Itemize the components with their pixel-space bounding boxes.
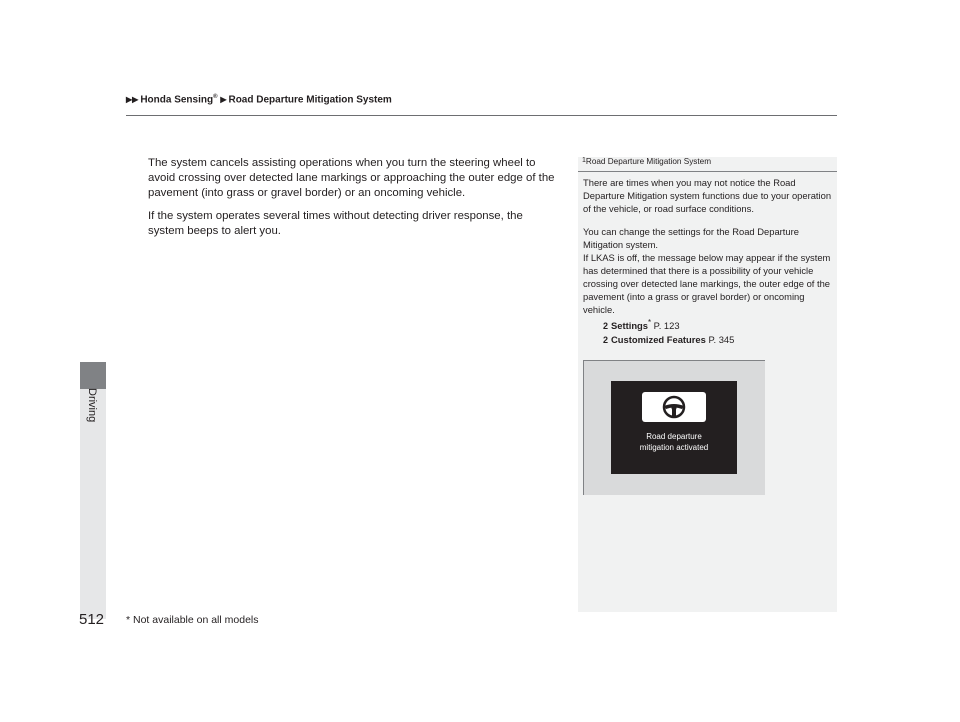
alert-bubble — [642, 392, 706, 422]
breadcrumb-item[interactable]: Road Departure Mitigation System — [228, 94, 392, 106]
sidebar-heading — [578, 157, 837, 172]
main-paragraph: The system cancels assisting operations when you turn the steering wheel to avoid crossing over detected lane markings or approaching the outer edge of the pavement (into grass or gravel border) or an oncoming vehicle. — [148, 157, 555, 199]
xref-label: Customized Features — [611, 334, 706, 346]
xref-label: Settings — [611, 320, 648, 332]
breadcrumb — [126, 94, 392, 105]
xref-page: P. 123 — [653, 320, 680, 332]
chapter-label: Driving — [86, 388, 98, 423]
footnote: * Not available on all models — [126, 614, 259, 626]
xref-customized-features[interactable] — [583, 333, 833, 347]
sidebar-title: Road Departure Mitigation System — [585, 157, 712, 166]
page-number: 512 — [79, 611, 105, 628]
sidebar-paragraph: You can change the settings for the Road Departure Mitigation system. — [583, 226, 799, 250]
xref-settings[interactable] — [583, 316, 833, 333]
xref-arrow-icon: 2 — [603, 335, 609, 346]
breadcrumb-arrow-icon: ▶ — [220, 95, 227, 105]
trademark: ® — [213, 94, 218, 100]
display-illustration — [583, 360, 765, 495]
breadcrumb-item[interactable]: Honda Sensing — [140, 94, 214, 106]
chapter-strip — [80, 389, 106, 619]
sidebar-ref-number: 1 — [582, 157, 586, 164]
chapter-tab — [80, 362, 106, 389]
sidebar-paragraph: If LKAS is off, the message below may appear if the system has determined that there is a possibility of your vehicle crossing over detected lane markings, the outer edge of the pavement (into a grass or gravel border) or oncoming vehicle. — [583, 252, 831, 315]
breadcrumb-arrow-icon: ▶▶ — [126, 95, 139, 105]
main-content — [148, 156, 558, 247]
sidebar-paragraph: There are times when you may not notice the Road Departure Mitigation system functions due to your operation of the vehicle, or road surface conditions. — [583, 177, 832, 214]
alert-message-line: Road departure — [646, 432, 702, 441]
xref-page: P. 345 — [708, 334, 735, 346]
alert-message — [611, 431, 737, 453]
instrument-display — [611, 381, 737, 474]
steering-wheel-icon — [642, 392, 706, 422]
header-divider — [126, 115, 837, 116]
alert-message-line: mitigation activated — [639, 443, 709, 452]
xref-star: * — [648, 318, 652, 327]
xref-arrow-icon: 2 — [603, 321, 609, 332]
main-paragraph: If the system operates several times without detecting driver response, the system beeps to alert you. — [148, 210, 523, 237]
sidebar-body — [583, 176, 833, 347]
